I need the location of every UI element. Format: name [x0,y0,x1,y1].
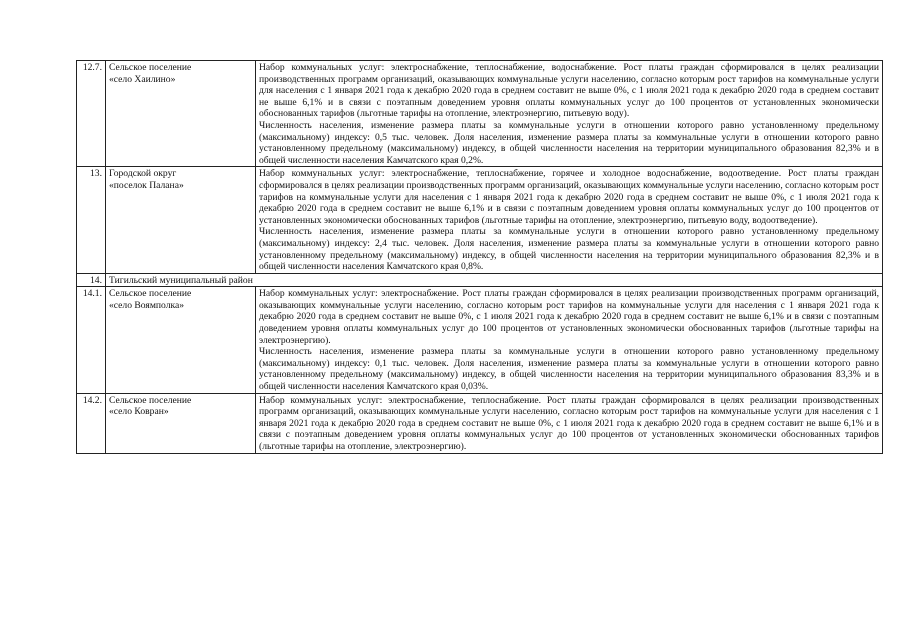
row-number: 12.7. [77,61,106,167]
settlement-type: Сельское поселение [109,62,192,73]
tariff-table [76,60,883,454]
settlement-name-cell [106,167,256,273]
settlement-name: «поселок Палана» [109,179,184,191]
population-paragraph: Численность населения, изменение размера платы за коммунальные услуги в отношении которого равно установленному предельному (максимальному) индексу: 0,5 тыс. человек. Доля населения, изменение размера платы за коммунальные услуги в отношении которого равно установленному предельному (максимальному) индексу, в общей численности населения на территории муниципального образования 82,3% и в общей численности населения Камчатского края 0,2%. [259,119,879,166]
settlement-type: Городской округ [109,168,177,180]
population-paragraph: Численность населения, изменение размера платы за коммунальные услуги в отношении которого равно установленному предельному (максимальному) индексу: 0,1 тыс. человек. Доля населения, изменение размера платы за коммунальные услуги в отношении которого равно установленному предельному (максимальному) индексу, в общей численности населения на территории муниципального образования 83,3% и в общей численности населения Камчатского края 0,03%. [259,346,879,393]
description-cell [256,61,883,167]
row-number: 13. [77,167,106,273]
description-cell [256,167,883,273]
table-row [77,287,883,393]
settlement-name: «село Ковран» [109,406,169,418]
services-paragraph: Набор коммунальных услуг: электроснабжение. Рост платы граждан сформировался в целях реализации производственных программ организаций, оказывающих коммунальные услуги населению, согласно которым рост тарифов на коммунальные услуги для населения с 1 января 2021 года к декабрю 2020 года в среднем составит не выше 0%, с 1 июля 2021 года к декабрю 2020 года в среднем составит не выше 6,1% и в связи с поэтапным доведением уровня оплаты коммунальных услуг до 100 процентов от установленных экономически обоснованных тарифов (льготные тарифы на электроэнергию). [259,288,879,346]
row-number: 14.1. [77,287,106,393]
settlement-name-cell [106,393,256,453]
settlement-type: Сельское поселение [109,288,192,300]
table-row [77,61,883,167]
settlement-name: «село Воямполка» [109,299,185,311]
row-number: 14.2. [77,393,106,453]
section-title: Тигильский муниципальный район [106,273,883,287]
row-number: 14. [77,273,106,287]
settlement-name-cell [106,61,256,167]
description-cell [256,287,883,393]
services-paragraph: Набор коммунальных услуг: электроснабжение, теплоснабжение. Рост платы граждан сформировался в целях реализации производственных программ организаций, оказывающих коммунальные услуги населению, согласно которым рост тарифов на коммунальные услуги для населения с 1 января 2021 года к декабрю 2020 года в среднем составит не выше 0%, с 1 июля 2021 года к декабрю 2020 года в среднем составит не выше 6,1% и в связи с поэтапным доведением уровня оплаты коммунальных услуг до 100 процентов от установленных экономически обоснованных тарифов (льготные тарифы на отопление, электроэнергию). [259,394,879,452]
services-paragraph: Набор коммунальных услуг: электроснабжение, теплоснабжение, водоснабжение. Рост платы граждан сформировался в целях реализации производственных программ организаций, оказывающих коммунальные услуги населению, согласно которым рост тарифов на коммунальные услуги для населения с 1 января 2021 года к декабрю 2020 года в среднем составит не выше 0%, с 1 июля 2021 года к декабрю 2020 года в среднем составит не выше 6,1% и в связи с поэтапным доведением уровня оплаты коммунальных услуг до 100 процентов от установленных экономически обоснованных тарифов (льготные тарифы на отопление, электроэнергию, питьевую воду). [259,62,879,120]
population-paragraph: Численность населения, изменение размера платы за коммунальные услуги в отношении которого равно установленному предельному (максимальному) индексу: 2,4 тыс. человек. Доля населения, изменение размера платы за коммунальные услуги в отношении которого равно установленному предельному (максимальному) индексу, в общей численности населения на территории муниципального образования 82,3% и в общей численности населения Камчатского края 0,8%. [259,226,879,273]
services-paragraph: Набор коммунальных услуг: электроснабжение, теплоснабжение, горячее и холодное водоснабжение, водоотведение. Рост платы граждан сформировался в целях реализации производственных программ организаций, оказывающих коммунальные услуги населению, согласно которым рост тарифов на коммунальные услуги для населения с 1 января 2021 года к декабрю 2020 года в среднем составит не выше 0%, с 1 июля 2021 года к декабрю 2020 года в среднем составит не выше 6,1% и в связи с поэтапным доведением уровня оплаты коммунальных услуг до 100 процентов от установленных экономически обоснованных тарифов (льготные тарифы на отопление, электроэнергию, питьевую воду, водоотведение). [259,168,879,226]
settlement-name-cell [106,287,256,393]
settlement-name: «село Хаилино» [109,73,176,85]
table-row [77,393,883,453]
section-row [77,273,883,287]
description-cell [256,393,883,453]
settlement-type: Сельское поселение [109,394,192,406]
table-row [77,167,883,273]
